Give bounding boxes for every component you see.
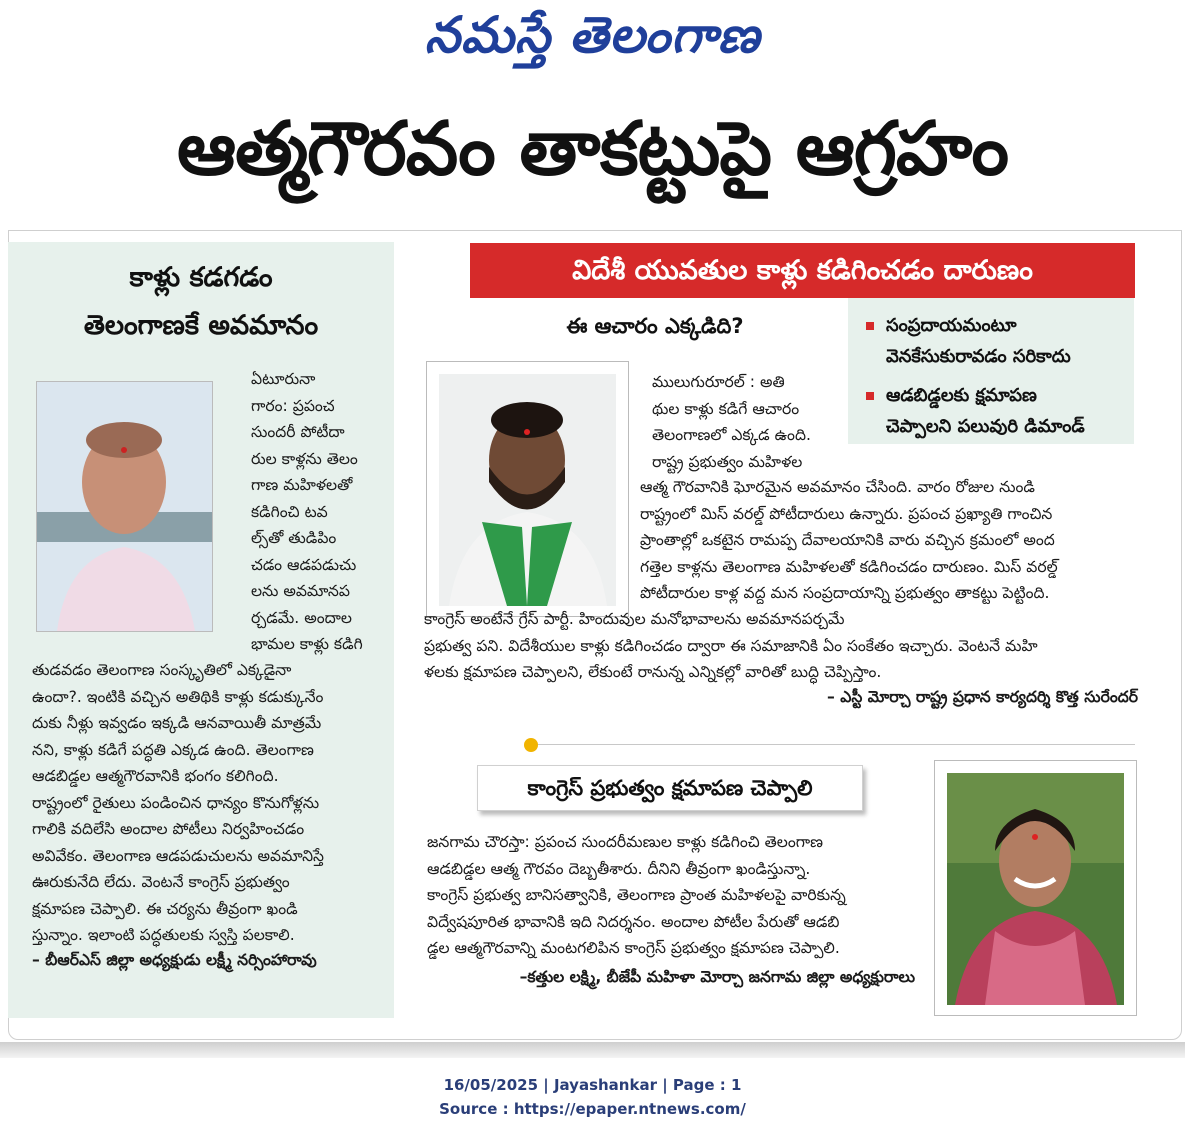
bullet-square-icon [866, 322, 874, 330]
divider-dot-icon [524, 738, 538, 752]
bottom-byline: –కత్తుల లక్ష్మి, బీజేపీ మహిళా మోర్చా జనగామ జిల్లా అధ్యక్షురాలు [519, 967, 915, 986]
footer-source: Source : https://epaper.ntnews.com/ [439, 1100, 746, 1118]
left-narrow-text [251, 366, 379, 658]
text-line: కడిగించి టవ [251, 502, 328, 521]
person-photo-image [935, 761, 1136, 1015]
text-line: గారం: ప్రపంచ [251, 396, 335, 415]
text-line: భామల కాళ్లు కడిగి [251, 635, 363, 653]
highlights-box [848, 298, 1134, 444]
left-byline: – బీఆర్‌ఎస్ జిల్లా అధ్యక్షుడు లక్ష్మీ నర్సింహారావు [32, 950, 317, 969]
left-article-title-line1: కాళ్లు కడగడం [129, 262, 273, 293]
text-line: రాష్ట్ర ప్రభుత్వం మహిళల [652, 452, 803, 471]
bottom-person-photo [934, 760, 1137, 1016]
center-wide-text [640, 474, 1138, 607]
footer-date-page: 16/05/2025 | Jayashankar | Page : 1 [443, 1076, 742, 1094]
person-photo-image [37, 382, 212, 631]
bottom-text [427, 829, 915, 990]
masthead-logo: నమస్తే తెలంగాణ [424, 6, 761, 64]
text-line: లను అవమానప [251, 582, 350, 600]
text-line: డ్డల ఆత్మగౌరవాన్ని మంటగలిపిన కాంగ్రెస్ ప్రభుత్వం క్షమాపణ చెప్పాలి. [427, 939, 840, 957]
page-edge-shadow [0, 1042, 1185, 1058]
text-line: రాష్ట్రంలో మిస్ వరల్డ్ పోటీదారులు ఉన్నారు. ప్రపంచ ప్రఖ్యాతి గాంచిన [640, 504, 1053, 523]
text-line: ఊరుకునేది లేదు. వెంటనే కాంగ్రెస్ ప్రభుత్వం [32, 873, 290, 891]
text-line: గత్తెల కాళ్లను తెలంగాణ మహిళలతో కడిగించడం దారుణం. మిస్ వరల్డ్ [640, 557, 1058, 576]
left-article-title-line2: తెలంగాణకే అవమానం [83, 310, 319, 341]
text-line: చడం ఆడపడుచు [251, 555, 357, 574]
text-line: అవివేకం. తెలంగాణ ఆడపడుచులను అవమానిస్తే [32, 846, 324, 865]
text-line: తుడవడం తెలంగాణ సంస్కృతిలో ఎక్కడైనా [32, 661, 292, 679]
text-line: ర్చడమే. అందాల [251, 608, 352, 627]
text-line: నని, కాళ్లు కడిగే పద్ధతి ఎక్కడ ఉంది. తెలంగాణ [32, 740, 314, 759]
text-line: ల్స్‌తో తుడిపిం [251, 529, 337, 547]
text-line: ములుగురూరల్ : అతి [652, 373, 785, 391]
center-person-photo [426, 361, 629, 617]
text-line: క్షమాపణ చెప్పాలి. ఈ చర్యను తీవ్రంగా ఖండి [32, 899, 298, 918]
left-wide-text [32, 657, 382, 973]
center-narrow-text [652, 369, 837, 475]
text-line: స్తున్నాం. ఇలాంటి పద్ధతులకు స్వస్తి పలకాలి. [32, 926, 295, 944]
person-photo-image [427, 362, 628, 616]
text-line: పోటీదారుల కాళ్ల వద్ద మన సంప్రదాయాన్ని ప్రభుత్వం తాకట్టు పెట్టింది. [640, 584, 1050, 602]
center-subhead: ఈ ఆచారం ఎక్కడిది? [566, 314, 744, 338]
text-line: గాణ మహిళలతో [251, 476, 353, 494]
text-line: ళలకు క్షమాపణ చెప్పాలని, లేకుంటే రానున్న ఎన్నికల్లో వారితో బుద్ధి చెప్పిస్తాం. [424, 663, 882, 681]
text-line: ఆత్మ గౌరవానికి ఘోరమైన అవమానం చేసింది. వారం రోజుల నుండి [640, 478, 1035, 496]
highlight-item-2-cont: చెప్పాలని పలువురి డిమాండ్ [886, 416, 1085, 437]
section-divider [525, 744, 1135, 745]
text-line: ప్రభుత్వ పని. విదేశీయుల కాళ్లు కడిగించడం ద్వారా ఈ సమాజానికి ఏం సంకేతం ఇచ్చారు. వెంటనే మహి [424, 636, 1038, 655]
text-line: కాంగ్రెస్ ప్రభుత్వ బానిసత్వానికి, తెలంగాణ ప్రాంత మహిళలపై వారికున్న [427, 886, 846, 904]
red-banner-headline: విదేశీ యువతుల కాళ్లు కడిగించడం దారుణం [470, 243, 1135, 298]
text-line: రాష్ట్రంలో రైతులు పండించిన ధాన్యం కొనుగోళ్లను [32, 793, 320, 812]
center-full-text [424, 606, 1138, 710]
center-byline: – ఎస్టీ మోర్చా రాష్ట్ర ప్రధాన కార్యదర్శి కొత్త సురేందర్ [827, 687, 1138, 706]
text-line: ఏటూరునా [251, 370, 316, 388]
text-line: విద్వేషపూరిత భావానికి ఇది నిదర్శనం. అందాల పోటీల పేరుతో ఆడబి [427, 912, 840, 931]
text-line: దుకు నీళ్లు ఇవ్వడం ఇక్కడి ఆనవాయితీ మాత్రమే [32, 714, 322, 732]
text-line: ఆడబిడ్డల ఆత్మ గౌరవం దెబ్బతీశారు. దీనిని తీవ్రంగా ఖండిస్తున్నా. [427, 859, 811, 878]
left-person-photo [36, 381, 213, 632]
text-line: గాలికి వదిలేసి అందాల పోటీలు నిర్వహించడం [32, 820, 305, 838]
text-line: జనగామ చౌరస్తా: ప్రపంచ సుందరీమణుల కాళ్లు కడిగించి తెలంగాణ [427, 833, 824, 851]
text-line: సుందరీ పోటీదా [251, 423, 345, 441]
text-line: రుల కాళ్లను తెలం [251, 449, 358, 468]
bullet-square-icon [866, 392, 874, 400]
highlight-item-1-cont: వెనకేసుకురావడం సరికాదు [886, 346, 1071, 367]
highlight-item-2: ఆడబిడ్డలకు క్షమాపణ [866, 380, 1134, 411]
text-line: థుల కాళ్లు కడిగే ఆచారం [652, 399, 800, 418]
text-line: ఉందా?. ఇంటికి వచ్చిన అతిథికి కాళ్లు కడుక్కునేం [32, 687, 324, 706]
text-line: కాంగ్రెస్ అంటేనే గ్రేస్ పార్టీ. హిందువుల మనోభావాలను అవమానపర్చమే [424, 610, 845, 628]
text-line: ఆడబిడ్డల ఆత్మగౌరవానికి భంగం కలిగింది. [32, 767, 279, 785]
text-line: తెలంగాణలో ఎక్కడ ఉంది. [652, 426, 811, 444]
highlight-item-1: సంప్రదాయమంటూ [866, 310, 1134, 341]
main-headline: ఆత్మగౌరవం తాకట్టుపై ఆగ్రహం [176, 106, 1009, 192]
bottom-article-head: కాంగ్రెస్ ప్రభుత్వం క్షమాపణ చెప్పాలి [477, 765, 863, 811]
text-line: ప్రాంతాల్లో ఒకటైన రామప్ప దేవాలయానికి వారు వచ్చిన క్రమంలో అంద [640, 531, 1055, 549]
